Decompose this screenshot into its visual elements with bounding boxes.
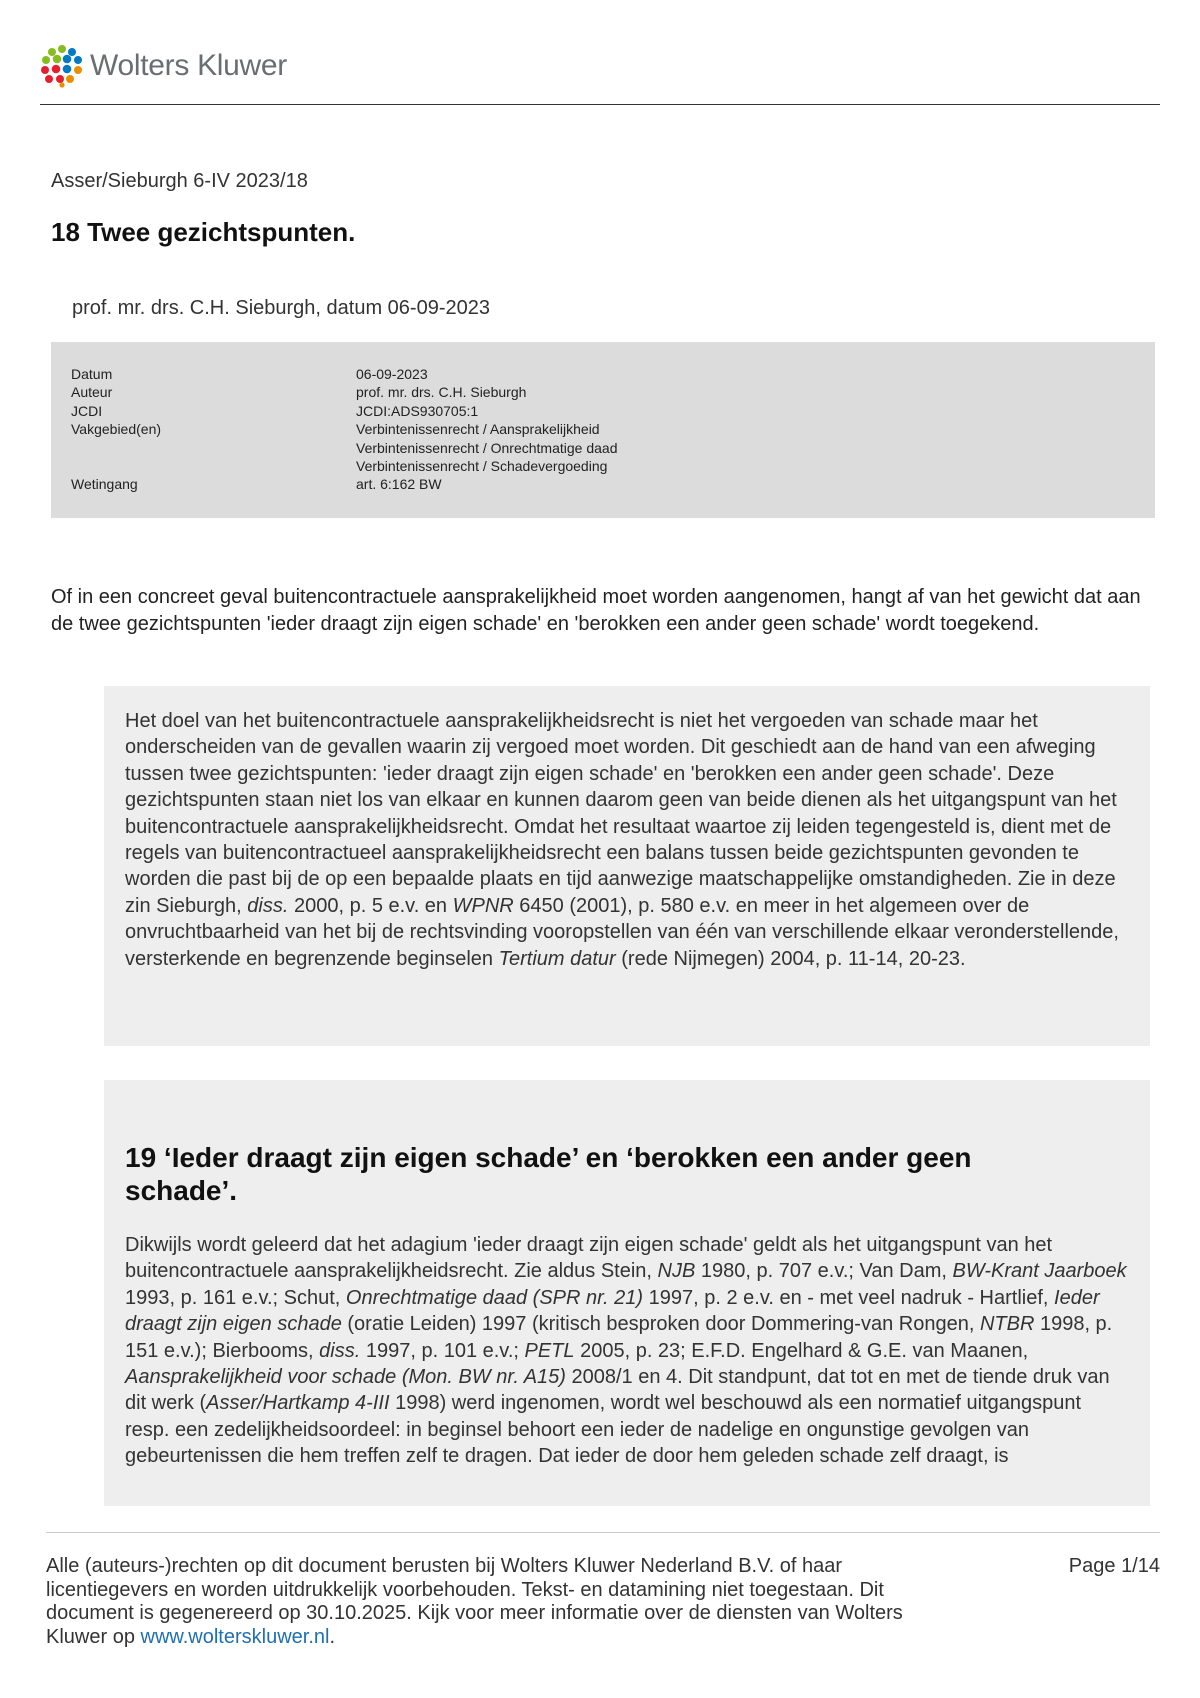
- section-19-title: 19 ‘Ieder draagt zijn eigen schade’ en ‘berokken een ander geen schade’.: [125, 1142, 972, 1206]
- italic-run: WPNR: [452, 894, 514, 917]
- text-run: 1997, p. 2 e.v. en - met veel nadruk - Hartlief,: [643, 1286, 1055, 1309]
- metadata-box: [51, 342, 1155, 518]
- brand-name: Wolters Kluwer: [90, 49, 287, 82]
- label-jcdi: JCDI: [71, 402, 103, 419]
- label-auteur: Auteur: [71, 384, 113, 401]
- section-19-box: [104, 1080, 1150, 1506]
- italic-run: Tertium datur: [498, 947, 616, 970]
- label-wetingang: Wetingang: [71, 476, 138, 493]
- copyright-notice: [46, 1555, 966, 1649]
- text-run: 1998, p. 151 e.v.); Bierbooms,: [125, 1313, 1113, 1362]
- document-title: 18 Twee gezichtspunten.: [51, 217, 356, 247]
- italic-run: diss.: [319, 1339, 361, 1362]
- value-vakgebied: Verbintenissenrecht / Onrechtmatige daad: [356, 439, 618, 456]
- label-datum: Datum: [71, 366, 113, 382]
- section-19-text: [125, 1232, 1130, 1470]
- text-run: 2005, p. 23; E.F.D. Engelhard & G.E. van Maanen,: [574, 1339, 1029, 1362]
- text-run: 2000, p. 5 e.v. en: [288, 894, 453, 917]
- italic-run: Ieder draagt zijn eigen schade: [125, 1286, 1100, 1336]
- wolters-kluwer-logo-icon: [40, 44, 84, 88]
- italic-run: Asser/Hartkamp 4-III: [206, 1392, 390, 1415]
- text-run: (rede Nijmegen) 2004, p. 11-14, 20-23.: [615, 947, 966, 970]
- value-vakgebied: Verbintenissenrecht / Schadevergoeding: [356, 458, 608, 475]
- text-run: 6450 (2001), p. 580 e.v. en meer in het algemeen over de onvruchtbaarheid van het bij de rechtsvinding vooropstellen van één van verschillende elkaar veronderstellende, versterkende en begrenzende beginselen: [125, 894, 1119, 970]
- text-run: (oratie Leiden) 1997 (kritisch besproken door Dommering-van Rongen,: [341, 1313, 980, 1336]
- value-wetingang: art. 6:162 BW: [356, 476, 442, 493]
- text-run: 1998) werd ingenomen, wordt wel beschouwd als een normatief uitgangspunt resp. een zedelijkheidsoordeel: in beginsel behoort een ieder de nadelige en ongunstige gevolgen van gebeurtenissen die hem treffen zelf te dragen. Dat ieder de door hem geleden schade zelf draagt, is: [125, 1392, 1082, 1468]
- value-auteur: prof. mr. drs. C.H. Sieburgh: [356, 384, 527, 401]
- text-run: Het doel van het buitencontractuele aansprakelijkheidsrecht is niet het vergoeden van schade maar het onderscheiden van de gevallen waarin zij vergoed moet worden. Dit geschiedt aan de hand van een afweging tussen twee gezichtspunten: 'ieder draagt zijn eigen schade' en 'berokken een ander geen schade'. Deze gezichtspunten staan niet los van elkaar en kunnen daarom geen van beide dienen als het uitgangspunt van het buitencontractuele aansprakelijkheidsrecht. Omdat het resultaat waartoe zij leiden tegengesteld is, dient met de regels van buitencontractueel aansprakelijkheidsrecht een balans tussen beide gezichtspunten gevonden te worden die past bij de op een bepaalde plaats en tijd aanwezige maatschappelijke omstandigheden. Zie in deze zin Sieburgh,: [125, 710, 1117, 917]
- italic-run: NTBR: [979, 1313, 1035, 1336]
- italic-run: diss.: [247, 894, 289, 917]
- copyright-text: Alle (auteurs-)rechten op dit document berusten bij Wolters Kluwer Nederland B.V. of haar licentiegevers en worden uitdrukkelijk voorbehouden. Tekst- en datamining niet toegestaan. Dit document is gegenereerd op 30.10.2025. Kijk voor meer informatie over de diensten van Wolters Kluwer op: [46, 1555, 903, 1648]
- label-spacer: [71, 457, 356, 475]
- intro-paragraph: Of in een concreet geval buitencontractuele aansprakelijkheid moet worden aangenomen, hangt af van het gewicht dat aan de twee gezichtspunten 'ieder draagt zijn eigen schade' en 'berokken een ander geen schade' wordt toegekend.: [51, 586, 1141, 635]
- text-run: .: [329, 1625, 336, 1648]
- page-header: [40, 40, 1160, 105]
- text-run: 2008/1 en 4. Dit standpunt, dat tot en met de tiende druk van dit werk (: [125, 1366, 1110, 1415]
- text-run: 1980, p. 707 e.v.; Van Dam,: [695, 1260, 953, 1283]
- page-footer: [46, 1532, 1160, 1649]
- value-vakgebied: Verbintenissenrecht / Aansprakelijkheid: [356, 421, 600, 438]
- wolters-kluwer-logo: [40, 44, 287, 88]
- metadata-values: [356, 365, 876, 494]
- text-run: 1997, p. 101 e.v.;: [360, 1339, 525, 1362]
- metadata-labels: [71, 365, 356, 494]
- metadata-grid: [71, 365, 876, 494]
- wolterskluwer-link[interactable]: www.wolterskluwer.nl: [140, 1625, 330, 1648]
- italic-run: Onrechtmatige daad (SPR nr. 21): [345, 1286, 644, 1309]
- italic-run: NJB: [657, 1260, 696, 1283]
- footnote-box: [104, 686, 1150, 1046]
- italic-run: BW-Krant Jaarboek: [952, 1260, 1127, 1283]
- value-datum: 06-09-2023: [356, 366, 428, 382]
- italic-run: Aansprakelijkheid voor schade (Mon. BW nr. A15): [125, 1366, 566, 1389]
- value-jcdi: JCDI:ADS930705:1: [356, 402, 479, 419]
- author-line: prof. mr. drs. C.H. Sieburgh, datum 06-09-2023: [72, 297, 490, 319]
- label-vakgebieden: Vakgebied(en): [71, 421, 162, 438]
- footnote-text: [125, 708, 1130, 972]
- text-run: Dikwijls wordt geleerd dat het adagium 'ieder draagt zijn eigen schade' geldt als het uitgangspunt van het buitencontractuele aansprakelijkheidsrecht. Zie aldus Stein,: [125, 1234, 1053, 1283]
- page-number: Page 1/14: [1068, 1555, 1160, 1577]
- italic-run: PETL: [524, 1339, 575, 1362]
- label-spacer: [71, 439, 356, 457]
- text-run: 1993, p. 161 e.v.; Schut,: [125, 1286, 346, 1309]
- document-reference: Asser/Sieburgh 6-IV 2023/18: [51, 170, 308, 192]
